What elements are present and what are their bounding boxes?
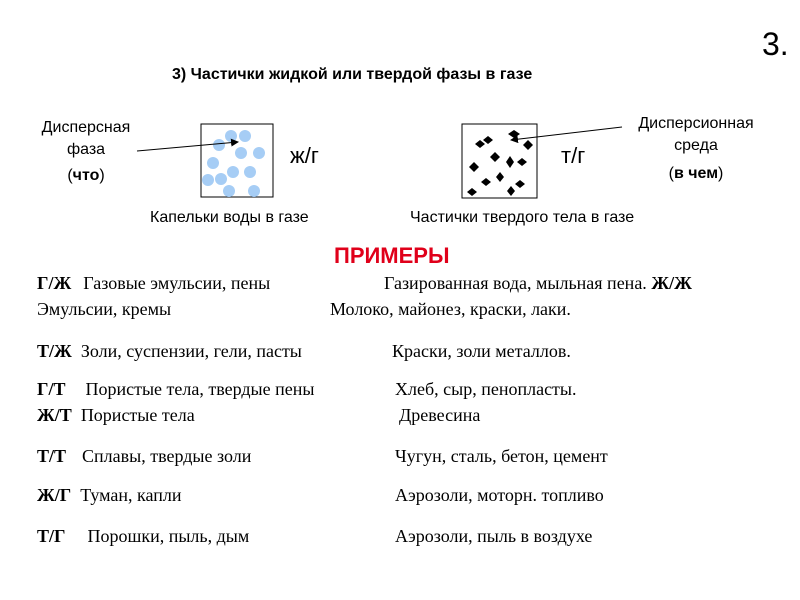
droplet xyxy=(215,173,227,185)
example-row: Эмульсии, кремы xyxy=(37,299,172,319)
particle xyxy=(483,136,493,144)
droplet xyxy=(225,130,237,142)
droplet xyxy=(244,166,256,178)
particle xyxy=(506,156,514,168)
particle xyxy=(515,180,525,188)
droplet xyxy=(248,185,260,197)
particle xyxy=(507,186,515,196)
example-row: Т/Ж Золи, суспензии, гели, пасты xyxy=(37,341,302,361)
caption-particles: Частички твердого тела в газе xyxy=(410,209,635,226)
example-row: Ж/Г Туман, капли xyxy=(37,485,182,505)
droplet xyxy=(223,185,235,197)
particle xyxy=(508,130,520,138)
phase-solid-gas: т/г xyxy=(561,143,586,168)
particle xyxy=(467,188,477,196)
phase-liquid-gas: ж/г xyxy=(290,143,319,168)
particle xyxy=(496,172,504,182)
droplet xyxy=(202,174,214,186)
example-row: Т/Г Порошки, пыль, дым xyxy=(37,526,250,546)
particle xyxy=(469,162,479,172)
droplet xyxy=(253,147,265,159)
caption-droplets: Капельки воды в газе xyxy=(150,209,309,226)
particles-box xyxy=(462,124,537,198)
particle xyxy=(490,152,500,162)
example-row-examples: Аэрозоли, моторн. топливо xyxy=(395,485,604,505)
example-row-examples: Хлеб, сыр, пенопласты. xyxy=(395,379,577,399)
example-row: Г/Ж Газовые эмульсии, пены xyxy=(37,273,271,293)
slide-title: 3) Частички жидкой или твердой фазы в газе xyxy=(172,66,533,83)
examples-heading: ПРИМЕРЫ xyxy=(334,243,450,268)
droplet xyxy=(235,147,247,159)
example-row-examples: Аэрозоли, пыль в воздухе xyxy=(395,526,593,546)
particle xyxy=(517,158,527,166)
example-row-examples: Чугун, сталь, бетон, цемент xyxy=(395,446,608,466)
droplet xyxy=(213,139,225,151)
dispersed-phase-label: Дисперсная фаза (что) xyxy=(41,119,131,184)
particle xyxy=(523,140,533,150)
example-row: Г/Т Пористые тела, твердые пены xyxy=(37,379,315,399)
example-row: Т/Т Сплавы, твердые золи xyxy=(37,446,252,466)
droplets-box xyxy=(201,124,273,197)
example-row-examples: Газированная вода, мыльная пена. Ж/Ж xyxy=(384,273,692,293)
water-droplets xyxy=(202,130,265,197)
example-row-examples: Краски, золи металлов. xyxy=(392,341,571,361)
example-row-examples: Молоко, майонез, краски, лаки. xyxy=(330,299,571,319)
droplet xyxy=(207,157,219,169)
solid-particles xyxy=(467,130,533,196)
particle xyxy=(481,178,491,186)
example-row-examples: Древесина xyxy=(399,405,481,425)
arrow-dispersed-phase xyxy=(137,142,238,151)
droplet xyxy=(239,130,251,142)
particle xyxy=(475,140,485,148)
arrow-dispersion-medium xyxy=(511,127,622,140)
droplet xyxy=(227,166,239,178)
slide-number: 3. xyxy=(762,26,789,62)
example-row: Ж/Т Пористые тела xyxy=(37,405,195,425)
dispersion-medium-label: Дисперсионная среда (в чем) xyxy=(638,115,754,182)
